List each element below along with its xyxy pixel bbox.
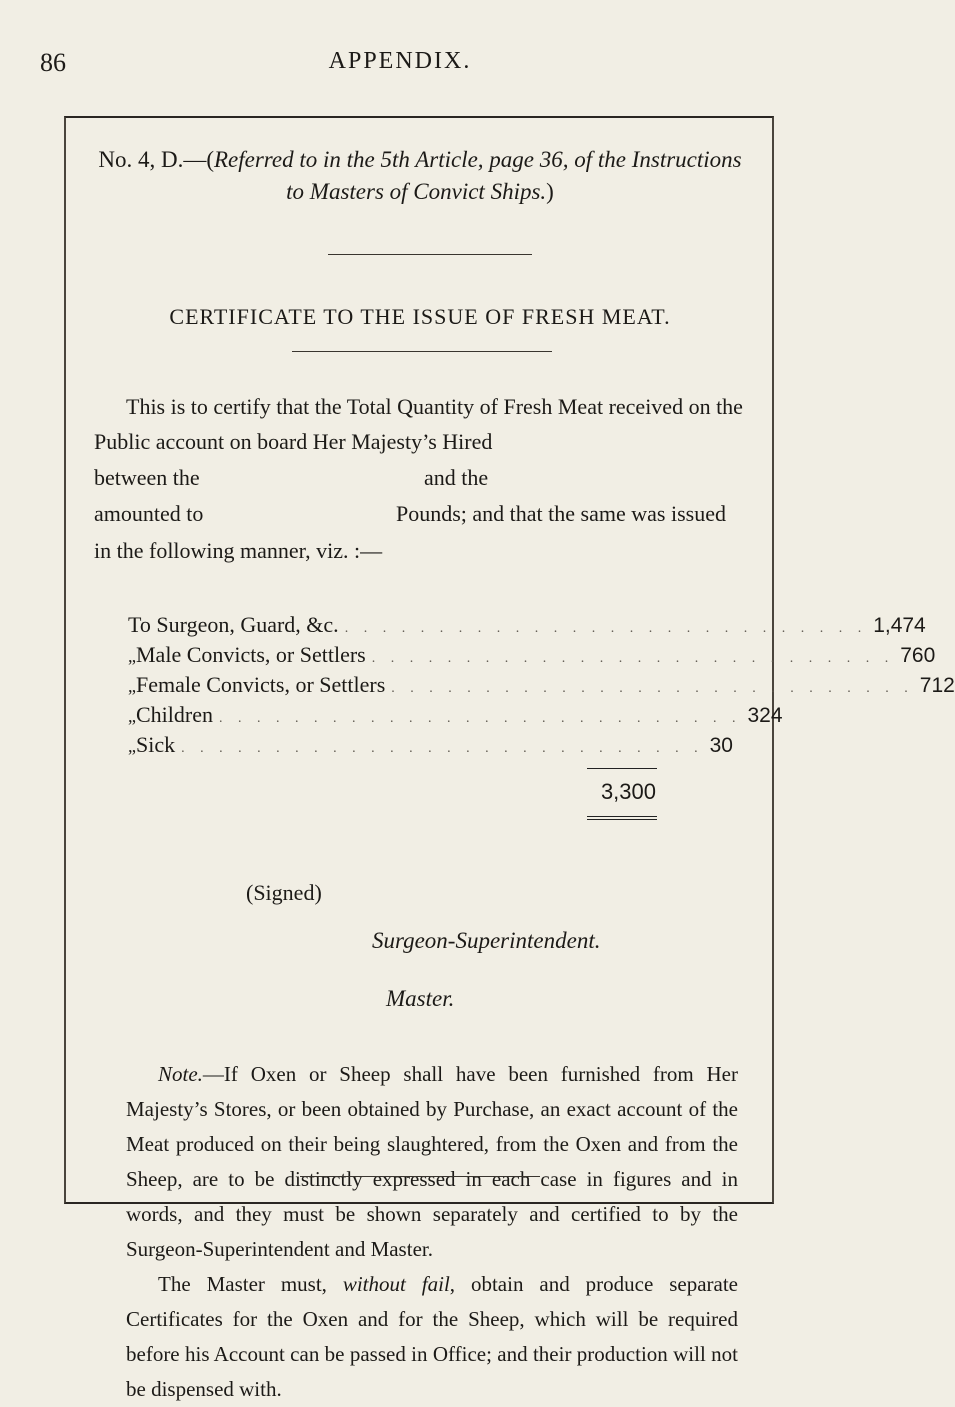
heading-rule	[328, 254, 532, 255]
total-rule-top	[587, 768, 657, 769]
page-number: 86	[40, 48, 66, 77]
ditto-mark: „	[128, 676, 136, 696]
note-paragraph	[126, 1057, 738, 1267]
issue-ledger	[128, 612, 955, 762]
ledger-amount: 324	[747, 704, 783, 727]
certificate-line-4a: amounted to	[94, 501, 204, 526]
heading-line-2: to Masters of Convict Ships.)	[286, 179, 554, 204]
total-rule-bottom-double	[587, 819, 657, 820]
ditto-mark: „	[128, 736, 136, 756]
note-label: Note.	[158, 1062, 203, 1086]
ledger-amount: 30	[709, 734, 733, 757]
running-head: APPENDIX.	[328, 48, 472, 74]
separate-certificates-note: The Master must, without fail, obtain and produce separate Certificates for the Oxen and for the Sheep, which will be required before his Account can be passed in Office; and their production will not be dispensed with.	[126, 1272, 738, 1401]
ledger-row	[128, 702, 783, 732]
certificate-line-5: in the following manner, viz. :—	[94, 538, 383, 563]
certificate-line-1: This is to certify that the Total Quantity of Fresh Meat received on the	[126, 394, 743, 419]
signed-label: (Signed)	[246, 880, 322, 905]
leader-dots: . . . . . . . . . . . . . . . . . . . . . . . . . . . .	[391, 681, 914, 696]
ledger-label: To Surgeon, Guard, &c.	[128, 612, 339, 637]
emphasis-without-fail: without fail	[342, 1272, 450, 1296]
leader-dots: . . . . . . . . . . . . . . . . . . . . . . . . . . . .	[344, 621, 868, 636]
master-signature-line: Master.	[386, 986, 455, 1011]
ledger-amount: 712	[919, 674, 955, 697]
ledger-row	[128, 672, 955, 702]
ledger-label: Children	[136, 702, 213, 727]
ledger-row	[128, 642, 936, 672]
surgeon-superintendent-signature-line: Surgeon-Superintendent.	[372, 928, 601, 953]
page-header	[0, 40, 800, 80]
ledger-amount: 760	[900, 644, 936, 667]
ledger-amount: 1,474	[873, 614, 926, 637]
leader-dots: . . . . . . . . . . . . . . . . . . . . . . . . . . . .	[371, 651, 895, 666]
form-heading	[70, 144, 770, 208]
certificate-line-4b: Pounds; and that the same was issued	[396, 501, 726, 526]
leader-dots: . . . . . . . . . . . . . . . . . . . . . . . . . . . .	[181, 741, 704, 756]
ledger-label: Male Convicts, or Settlers	[136, 642, 366, 667]
heading-line-1: No. 4, D.—(Referred to in the 5th Article, page 36, of the Instructions	[98, 147, 742, 172]
ledger-total: 3,300	[600, 779, 656, 804]
note-text: —If Oxen or Sheep shall have been furnished from Her Majesty’s Stores, or been obtained by Purchase, an exact account of the Meat produced on their being slaughtered, from the Oxen and from the Sheep, are to be distinctly expressed in each case in figures and in words, and they must be shown separately and certified to by the Surgeon-Superintendent and Master.	[126, 1062, 738, 1261]
ledger-row	[128, 612, 926, 642]
ditto-mark: „	[128, 646, 136, 666]
certificate-line-2: Public account on board Her Majesty’s Hired	[94, 429, 493, 454]
certificate-line-3a: between the	[94, 465, 200, 490]
ledger-row	[128, 732, 733, 762]
ledger-label: Female Convicts, or Settlers	[136, 672, 386, 697]
certificate-line-3b: and the	[424, 465, 489, 490]
total-rule-bottom	[587, 816, 657, 817]
closing-rule	[300, 1176, 540, 1177]
ledger-label: Sick	[136, 732, 176, 757]
leader-dots: . . . . . . . . . . . . . . . . . . . . . . . . . . . .	[219, 711, 742, 726]
title-rule	[292, 351, 552, 352]
ditto-mark: „	[128, 706, 136, 726]
certificate-title: CERTIFICATE TO THE ISSUE OF FRESH MEAT.	[169, 304, 671, 329]
